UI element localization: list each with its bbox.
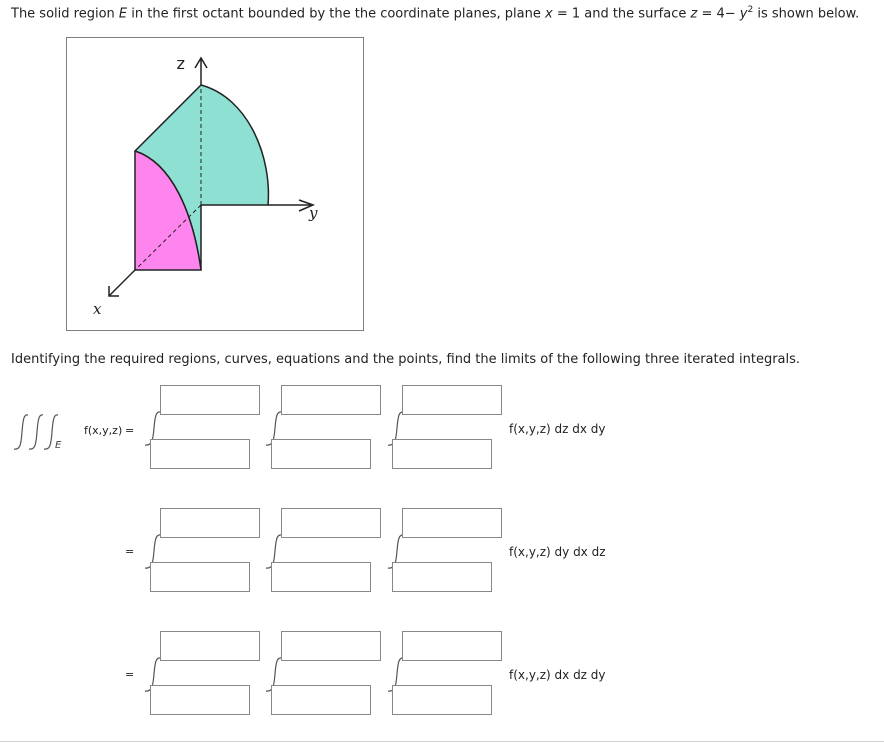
integral-2-middle-lower-input[interactable]: [271, 562, 371, 592]
region-label: E: [55, 440, 62, 451]
z-axis-label: z: [176, 56, 185, 75]
x-axis-label: x: [93, 300, 102, 318]
x-axis: [109, 270, 135, 296]
integral-1-outer-lower-input[interactable]: [150, 439, 250, 469]
integral-2-middle-upper-input[interactable]: [281, 508, 381, 538]
integral-1-integrand: f(x,y,z) dz dx dy: [509, 422, 606, 436]
var-x: x: [544, 6, 553, 22]
integral-2-inner-upper-input[interactable]: [402, 508, 502, 538]
triple-integral-sign: [10, 412, 80, 454]
integral-3-outer-lower-input[interactable]: [150, 685, 250, 715]
instructions-text: Identifying the required regions, curves, equations and the points, find the limits of the following three iterated integrals.: [11, 352, 801, 367]
integral-1-inner-upper-input[interactable]: [402, 385, 502, 415]
bottom-divider: [0, 741, 884, 742]
exponent: 2: [747, 5, 754, 15]
integral-2-integrand: f(x,y,z) dy dx dz: [509, 545, 606, 559]
integral-1-inner-lower-input[interactable]: [392, 439, 492, 469]
var-y: y: [739, 6, 748, 22]
integral-3-middle-lower-input[interactable]: [271, 685, 371, 715]
integral-1-outer-upper-input[interactable]: [160, 385, 260, 415]
integral-2-outer-lower-input[interactable]: [150, 562, 250, 592]
var-z: z: [690, 6, 698, 22]
integral-3-inner-lower-input[interactable]: [392, 685, 492, 715]
integral-1-middle-upper-input[interactable]: [281, 385, 381, 415]
integral-2-outer-upper-input[interactable]: [160, 508, 260, 538]
lhs-equals: =: [125, 424, 135, 437]
integral-3-equals: =: [125, 668, 135, 681]
var-E: E: [118, 6, 128, 22]
integral-2-inner-lower-input[interactable]: [392, 562, 492, 592]
integral-3-outer-upper-input[interactable]: [160, 631, 260, 661]
question-text: The solid region E in the first octant bounded by the the coordinate planes, plane x = 1 and the surface $z = 4- y^2$ is shown below.: [11, 5, 860, 22]
lhs-integrand: f(x,y,z): [84, 424, 123, 437]
solid-region-diagram: [67, 38, 365, 332]
integral-2-equals: =: [125, 545, 135, 558]
integral-3-middle-upper-input[interactable]: [281, 631, 381, 661]
solid-region-figure: [66, 37, 364, 331]
integral-3-inner-upper-input[interactable]: [402, 631, 502, 661]
y-axis-label: y: [309, 204, 318, 222]
integral-3-integrand: f(x,y,z) dx dz dy: [509, 668, 606, 682]
integral-1-middle-lower-input[interactable]: [271, 439, 371, 469]
